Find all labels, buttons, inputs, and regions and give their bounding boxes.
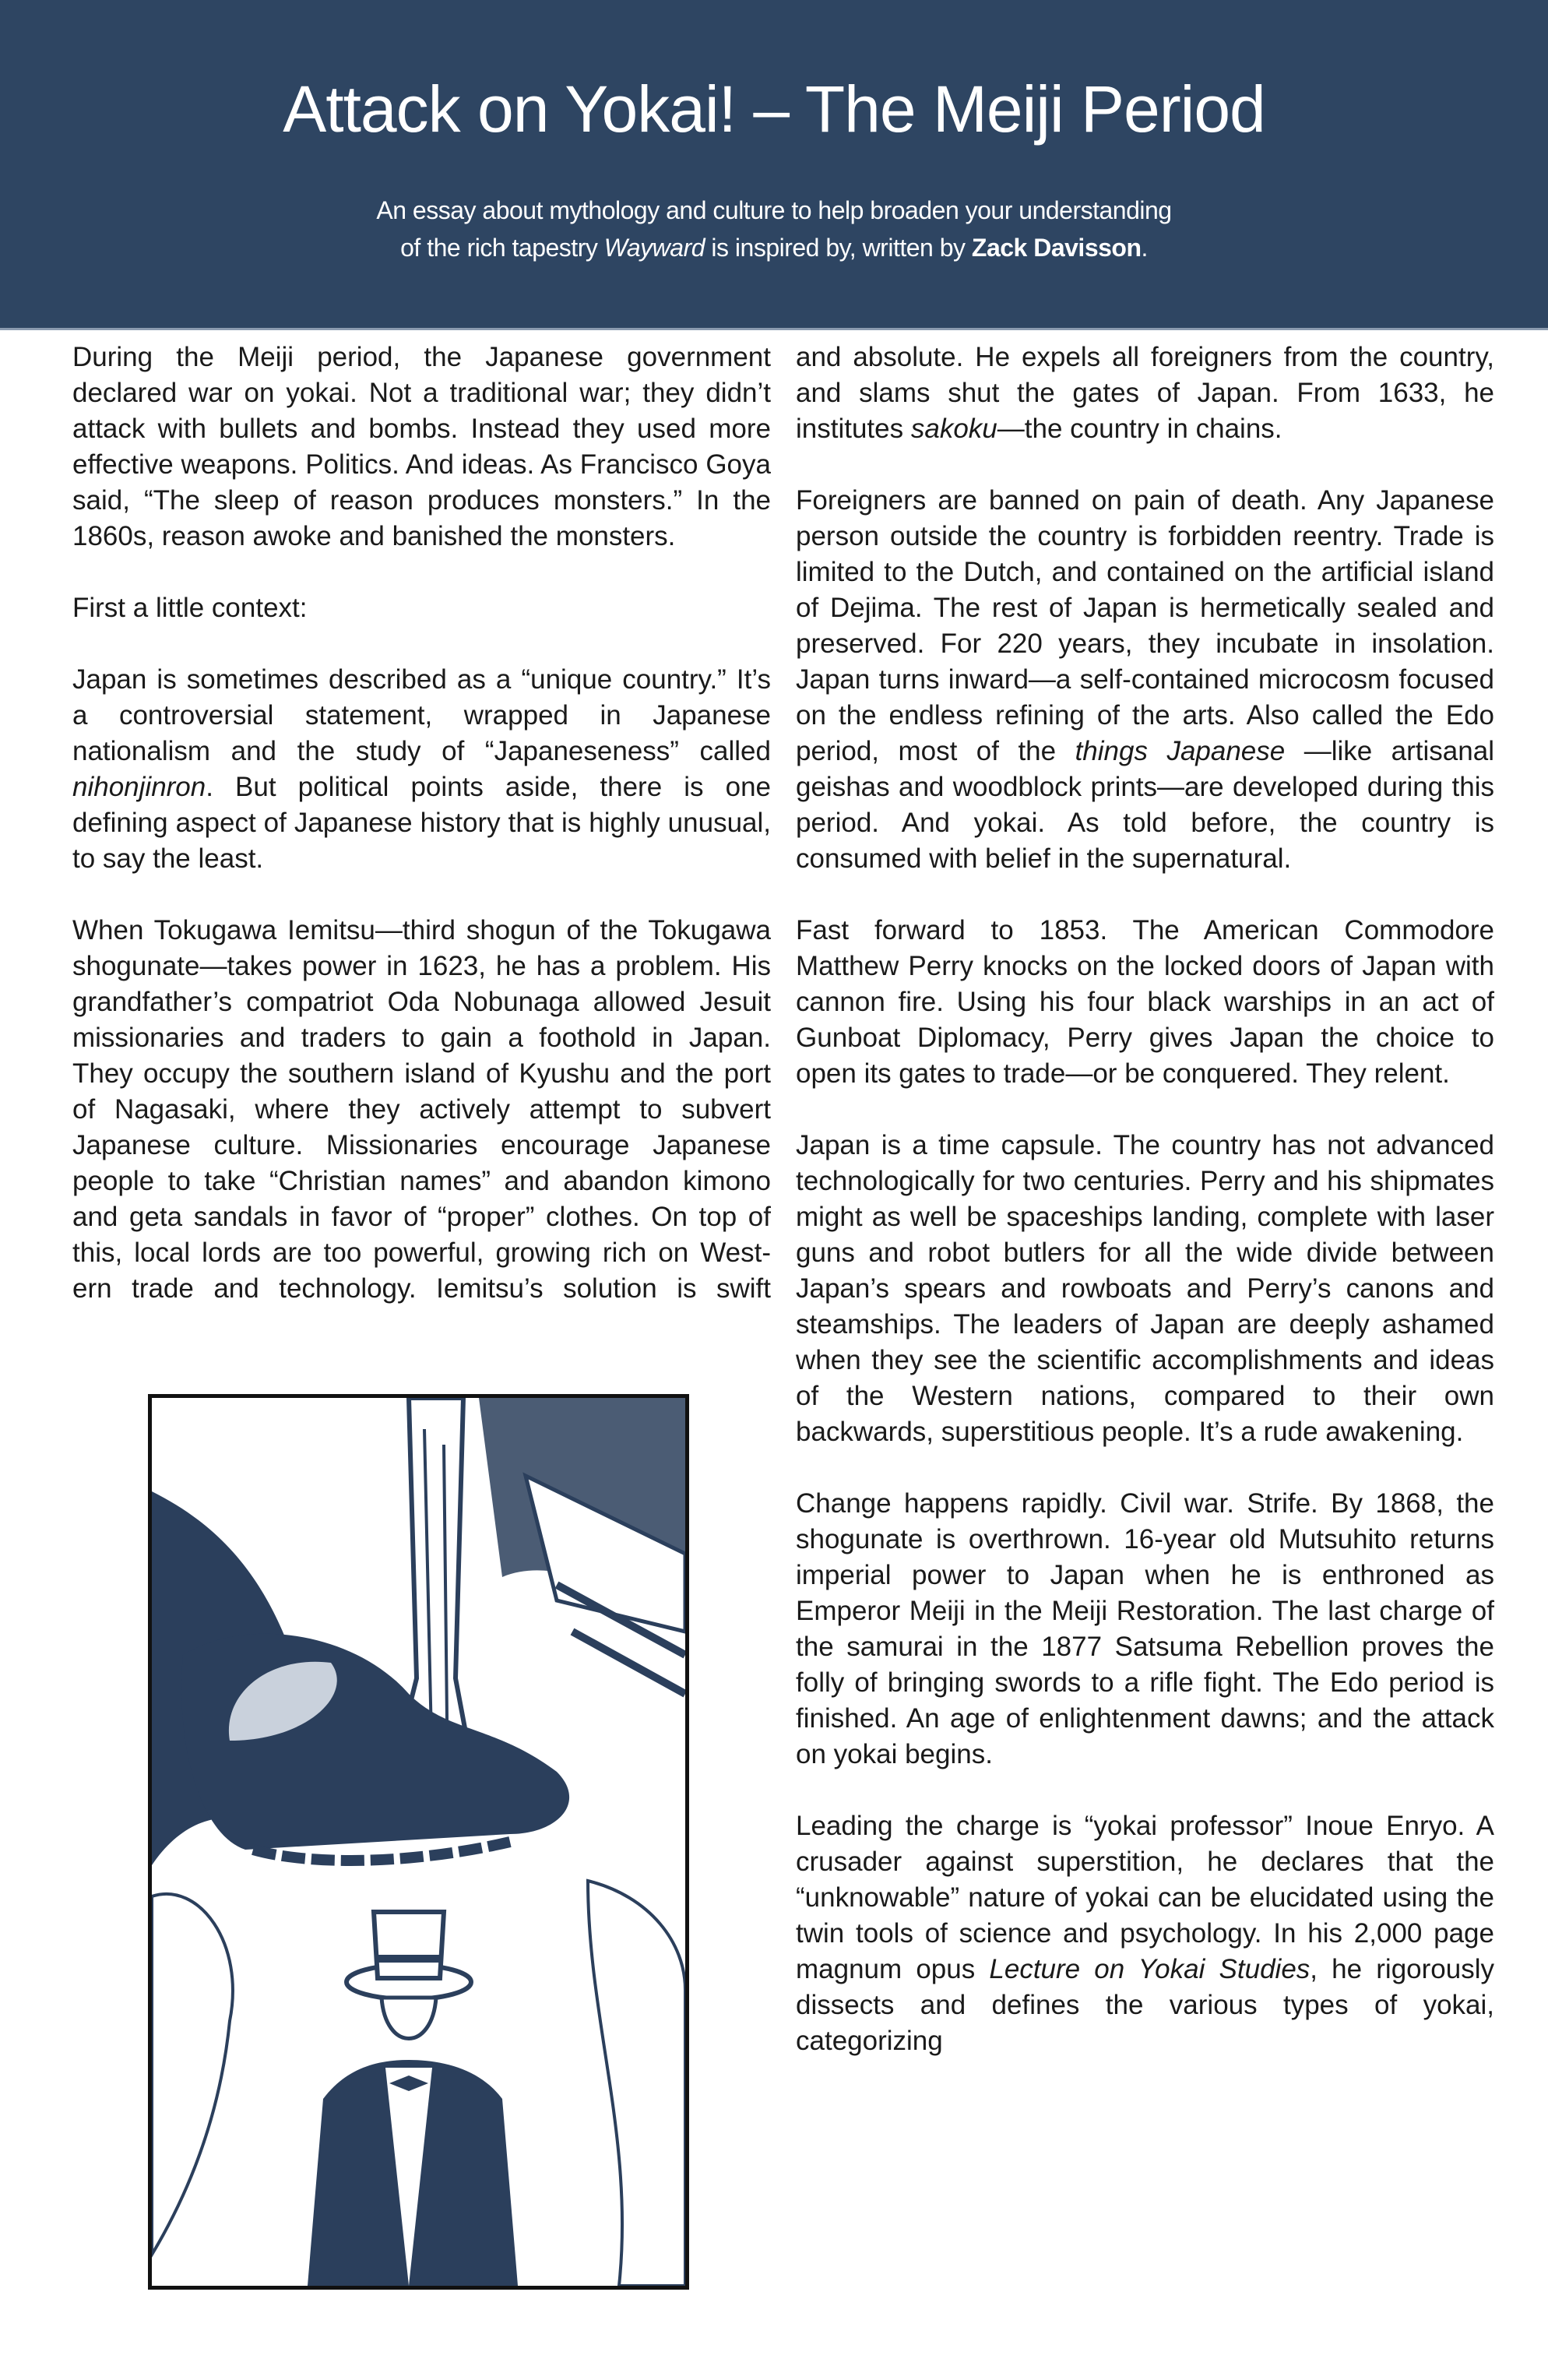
paragraph bbox=[72, 662, 771, 877]
paragraph: Change happens rapidly. Civil war. Strife. By 1868, the shogunate is overthrown. 16-year old Mutsuhito returns imperial power to Japan when he is enthroned as Emperor Meiji in the Meiji Restoration. The last charge of the samurai in the 1877 Satsuma Rebellion proves the folly of bringing swords to a rifle fight. The Edo period is finished. An age of enlightenment dawns; and the attack on yokai begins. bbox=[796, 1488, 1494, 1769]
author-name: Zack Davisson bbox=[971, 234, 1142, 262]
subtitle-line-1: An essay about mythology and culture to help broaden your understanding bbox=[376, 196, 1172, 224]
subtitle-text: . bbox=[1141, 234, 1148, 262]
page-subtitle bbox=[0, 192, 1548, 266]
paragraph bbox=[796, 340, 1494, 447]
text: , he rigorously dissects and defines the various types of yokai, categorizing bbox=[796, 1954, 1494, 2056]
left-column bbox=[72, 340, 771, 1307]
paragraph bbox=[796, 1808, 1494, 2059]
italic-term: sakoku bbox=[910, 414, 997, 444]
text: Leading the charge is “yokai professor” Inoue Enryo. A crusader against superstition, he declares that the “unknowable” nature of yokai can be elucidated using the twin tools of science and psychology. In his 2,000 page magnum opus bbox=[796, 1811, 1494, 1984]
illustration-man-in-top-hat-forest bbox=[148, 1394, 689, 2290]
paragraph: Japan is a time capsule. The country has not advanced technologically for two centuries. Perry and his shipmates might as well be spaceships landing, complete with laser guns and robot butlers for all the wide divide between Japan’s spears and rowboats and Perry’s canons and steamships. The leaders of Japan are deeply ashamed when they see the scientific accomplishments and ideas of the Western nations, compared to their own backwards, superstitious people. It’s a rude awakening. bbox=[796, 1130, 1494, 1447]
text: —like artisanal geishas and woodblock prints—are developed during this period. And yokai. As told before, the country is consumed with belief in the supernatural. bbox=[796, 736, 1494, 874]
subtitle-text: is inspired by, written by bbox=[705, 234, 972, 262]
paragraph: During the Meiji period, the Japanese government declared war on yokai. Not a traditional war; they didn’t attack with bullets and bombs. Instead they used more effective weapons. Politics. And ideas. As Francisco Goya said, “The sleep of reason produces monsters.” In the 1860s, reason awoke and banished the monsters. bbox=[72, 342, 771, 551]
page-title: Attack on Yokai! – The Meiji Period bbox=[283, 72, 1265, 146]
subtitle-text: of the rich tapestry bbox=[400, 234, 604, 262]
italic-term: nihonjinron bbox=[72, 772, 206, 802]
text: Japan is sometimes described as a “unique country.” It’s a controversial statement, wrapped in Japanese nationalism and the study of “Japaneseness” called bbox=[72, 664, 771, 766]
subtitle-game-title: Wayward bbox=[603, 234, 705, 262]
text: . But political points aside, there is one defining aspect of Japanese history that is highly unusual, to say the least. bbox=[72, 772, 771, 874]
paragraph: Fast forward to 1853. The American Commodore Matthew Perry knocks on the locked doors of Japan with cannon fire. Using his four black warships in an act of Gunboat Diplomacy, Perry gives Japan the choice to open its gates to trade—or be conquered. They relent. bbox=[796, 915, 1494, 1089]
book-title: Lecture on Yokai Studies bbox=[989, 1954, 1311, 1984]
right-column bbox=[796, 340, 1494, 2059]
italic-term: things Japanese bbox=[1075, 736, 1286, 766]
paragraph: When Tokugawa Iemitsu—third shogun of the Tokugawa shogunate—takes power in 1623, he has a problem. His grandfather’s compatriot Oda Nobunaga allowed Jesuit missionaries and traders to gain a foothold in Japan. They occupy the southern island of Kyushu and the port of Nagasaki, where they actively attempt to subvert Japanese culture. Missionaries encourage Japanese people to take “Christian names” and abandon kimono and geta sandals in favor of “proper” clothes. On top of this, local lords are too powerful, growing rich on West-ern trade and technology. Iemitsu’s solution is swift bbox=[72, 915, 771, 1304]
text: —the country in chains. bbox=[997, 414, 1282, 444]
page-header bbox=[0, 0, 1548, 330]
text: Foreigners are banned on pain of death. Any Japanese person outside the country is forbidden reentry. Trade is limited to the Dutch, and contained on the artificial island of Dejima. The rest of Japan is hermetically sealed and preserved. For 220 years, they incubate in insolation. Japan turns inward—a self-contained microcosm focused on the endless refining of the arts. Also called the Edo period, most of the bbox=[796, 485, 1494, 766]
paragraph bbox=[796, 483, 1494, 877]
ink-illustration bbox=[152, 1398, 685, 2286]
text: and absolute. He expels all foreigners from the country, and slams shut the gates of Japan. From 1633, he institutes bbox=[796, 342, 1494, 444]
paragraph: First a little context: bbox=[72, 593, 308, 623]
